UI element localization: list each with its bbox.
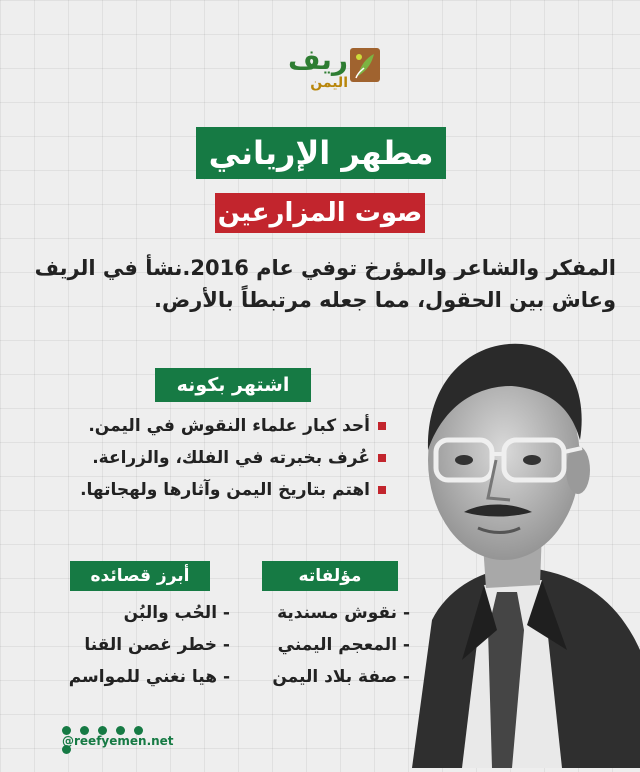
list-item [60,442,386,474]
poems-heading: أبرز قصائده [70,561,210,591]
list-item: - الحُب والبُن [123,603,230,623]
list-item: - المعجم اليمني [277,635,410,655]
fame-item-text: أحد كبار علماء النقوش في اليمن. [88,416,370,436]
list-item: - هيا نغني للمواسم [68,667,230,687]
list-item [60,410,386,442]
square-bullet-icon [378,422,386,430]
page-subtitle: صوت المزارعين [215,193,425,233]
leaf-icon [350,48,380,82]
works-list [250,597,410,693]
fame-item-text: اهتم بتاريخ اليمن وآثارها ولهجاتها. [80,480,370,500]
works-heading: مؤلفاته [262,561,398,591]
list-item: - نقوش مسندية [277,603,410,623]
website-handle[interactable]: @reefyemen.net [62,734,174,748]
social-icons [62,720,162,732]
fame-heading: اشتهر بكونه [155,368,311,402]
portrait-photo [392,330,640,768]
poems-list [60,597,230,693]
list-item [60,474,386,506]
reef-yemen-logo [262,44,382,96]
bio-paragraph: المفكر والشاعر والمؤرخ توفي عام 2016.نشأ في الريف وعاش بين الحقول، مما جعله مرتبطاً بالأرض. [34,256,616,312]
fame-list [60,410,386,506]
square-bullet-icon [378,486,386,494]
square-bullet-icon [378,454,386,462]
list-item: - خطر غصن القنا [84,635,230,655]
list-item: - صفة بلاد اليمن [272,667,410,687]
page-title: مطهر الإرياني [196,127,446,179]
logo-main-text: ريف [288,43,348,76]
logo-sub-text: اليمن [310,75,348,91]
fame-item-text: عُرف بخبرته في الفلك، والزراعة. [92,448,370,468]
